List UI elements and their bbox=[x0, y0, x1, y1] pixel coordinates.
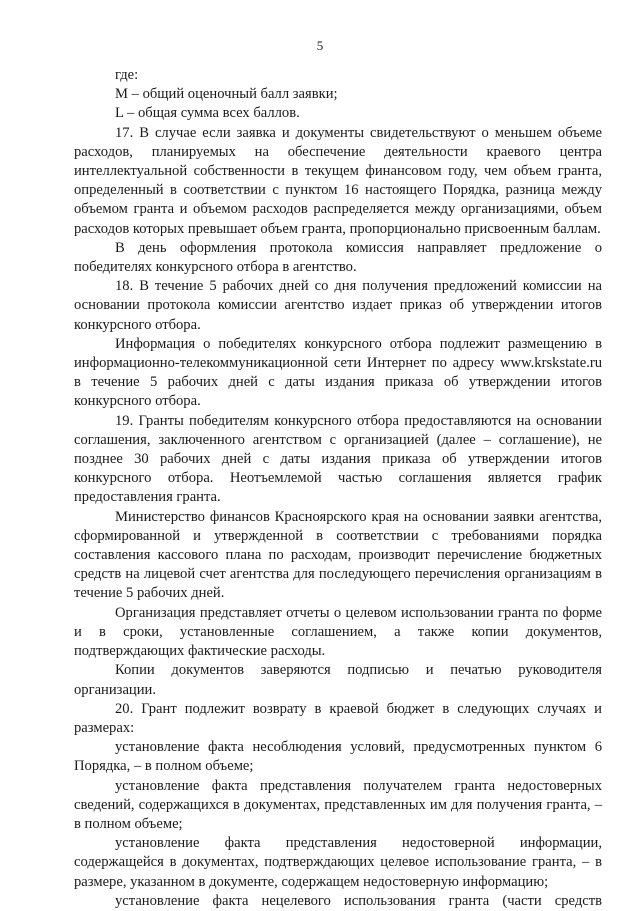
paragraph: установление факта нецелевого использования гранта (части средств bbox=[115, 892, 602, 909]
paragraph: 17. В случае если заявка и документы свидетельствуют о меньшем объеме расходов, планируемых на обеспечение деятельности краевого центра интеллектуальной собственности в текущем финансовом году, чем объем гранта, определенный в соответствии с пунктом 16 настоящего Порядка, разница между объемом гранта и объемом расходов распределяется между организациями, объем расходов которых превышает объем гранта, пропорционально присвоенным баллам. bbox=[74, 124, 602, 237]
paragraph: 19. Гранты победителям конкурсного отбора предоставляются на основании соглашения, заключенного агентством с организацией (далее – соглашение), не позднее 30 рабочих дней с даты издания приказа об утверждении итогов конкурсного отбора. Неотъемлемой частью соглашения является график предоставления гранта. bbox=[74, 412, 602, 506]
paragraph: где: bbox=[115, 67, 139, 83]
paragraph: установление факта несоблюдения условий, предусмотренных пунктом 6 Порядка, – в полном объеме; bbox=[74, 739, 602, 775]
paragraph: L – общая сумма всех баллов. bbox=[115, 105, 300, 122]
paragraph: Министерство финансов Красноярского края на основании заявки агентства, сформированной и утвержденной в соответствии с требованиями порядка составления кассового плана по расходам, производит перечисление бюджетных средств на лицевой счет агентства для последующего перечисления организациям в течение 5 рабочих дней. bbox=[74, 508, 602, 602]
paragraph: 18. В течение 5 рабочих дней со дня получения предложений комиссии на основании протокола комиссии агентство издает приказ об утверждении итогов конкурсного отбора. bbox=[74, 278, 602, 333]
paragraph: 20. Грант подлежит возврату в краевой бюджет в следующих случаях и размерах: bbox=[74, 700, 602, 736]
paragraph: Информация о победителях конкурсного отбора подлежит размещению в информационно-телекоммуникационной сети Интернет по адресу www.krskstate.ru в течение 5 рабочих дней с даты издания приказа об утверждении итогов конкурсного отбора. bbox=[74, 335, 602, 410]
page-number: 5 bbox=[316, 38, 324, 53]
document-body bbox=[74, 66, 602, 911]
paragraph: Копии документов заверяются подписью и печатью руководителя организации. bbox=[74, 662, 602, 698]
paragraph: установление факта представления получателем гранта недостоверных сведений, содержащихся в документах, представленных им для получения гранта, – в полном объеме; bbox=[74, 777, 602, 832]
paragraph: В день оформления протокола комиссия направляет предложение о победителях конкурсного отбора в агентство. bbox=[74, 239, 602, 276]
paragraph: Организация представляет отчеты о целевом использовании гранта по форме и в сроки, установленные соглашением, а также копии документов, подтверждающих фактические расходы. bbox=[74, 604, 602, 660]
paragraph: M – общий оценочный балл заявки; bbox=[115, 86, 338, 103]
paragraph: установление факта представления недостоверной информации, содержащейся в документах, подтверждающих целевое использование гранта, – в размере, указанном в документе, содержащем недостоверную информацию; bbox=[74, 835, 602, 890]
